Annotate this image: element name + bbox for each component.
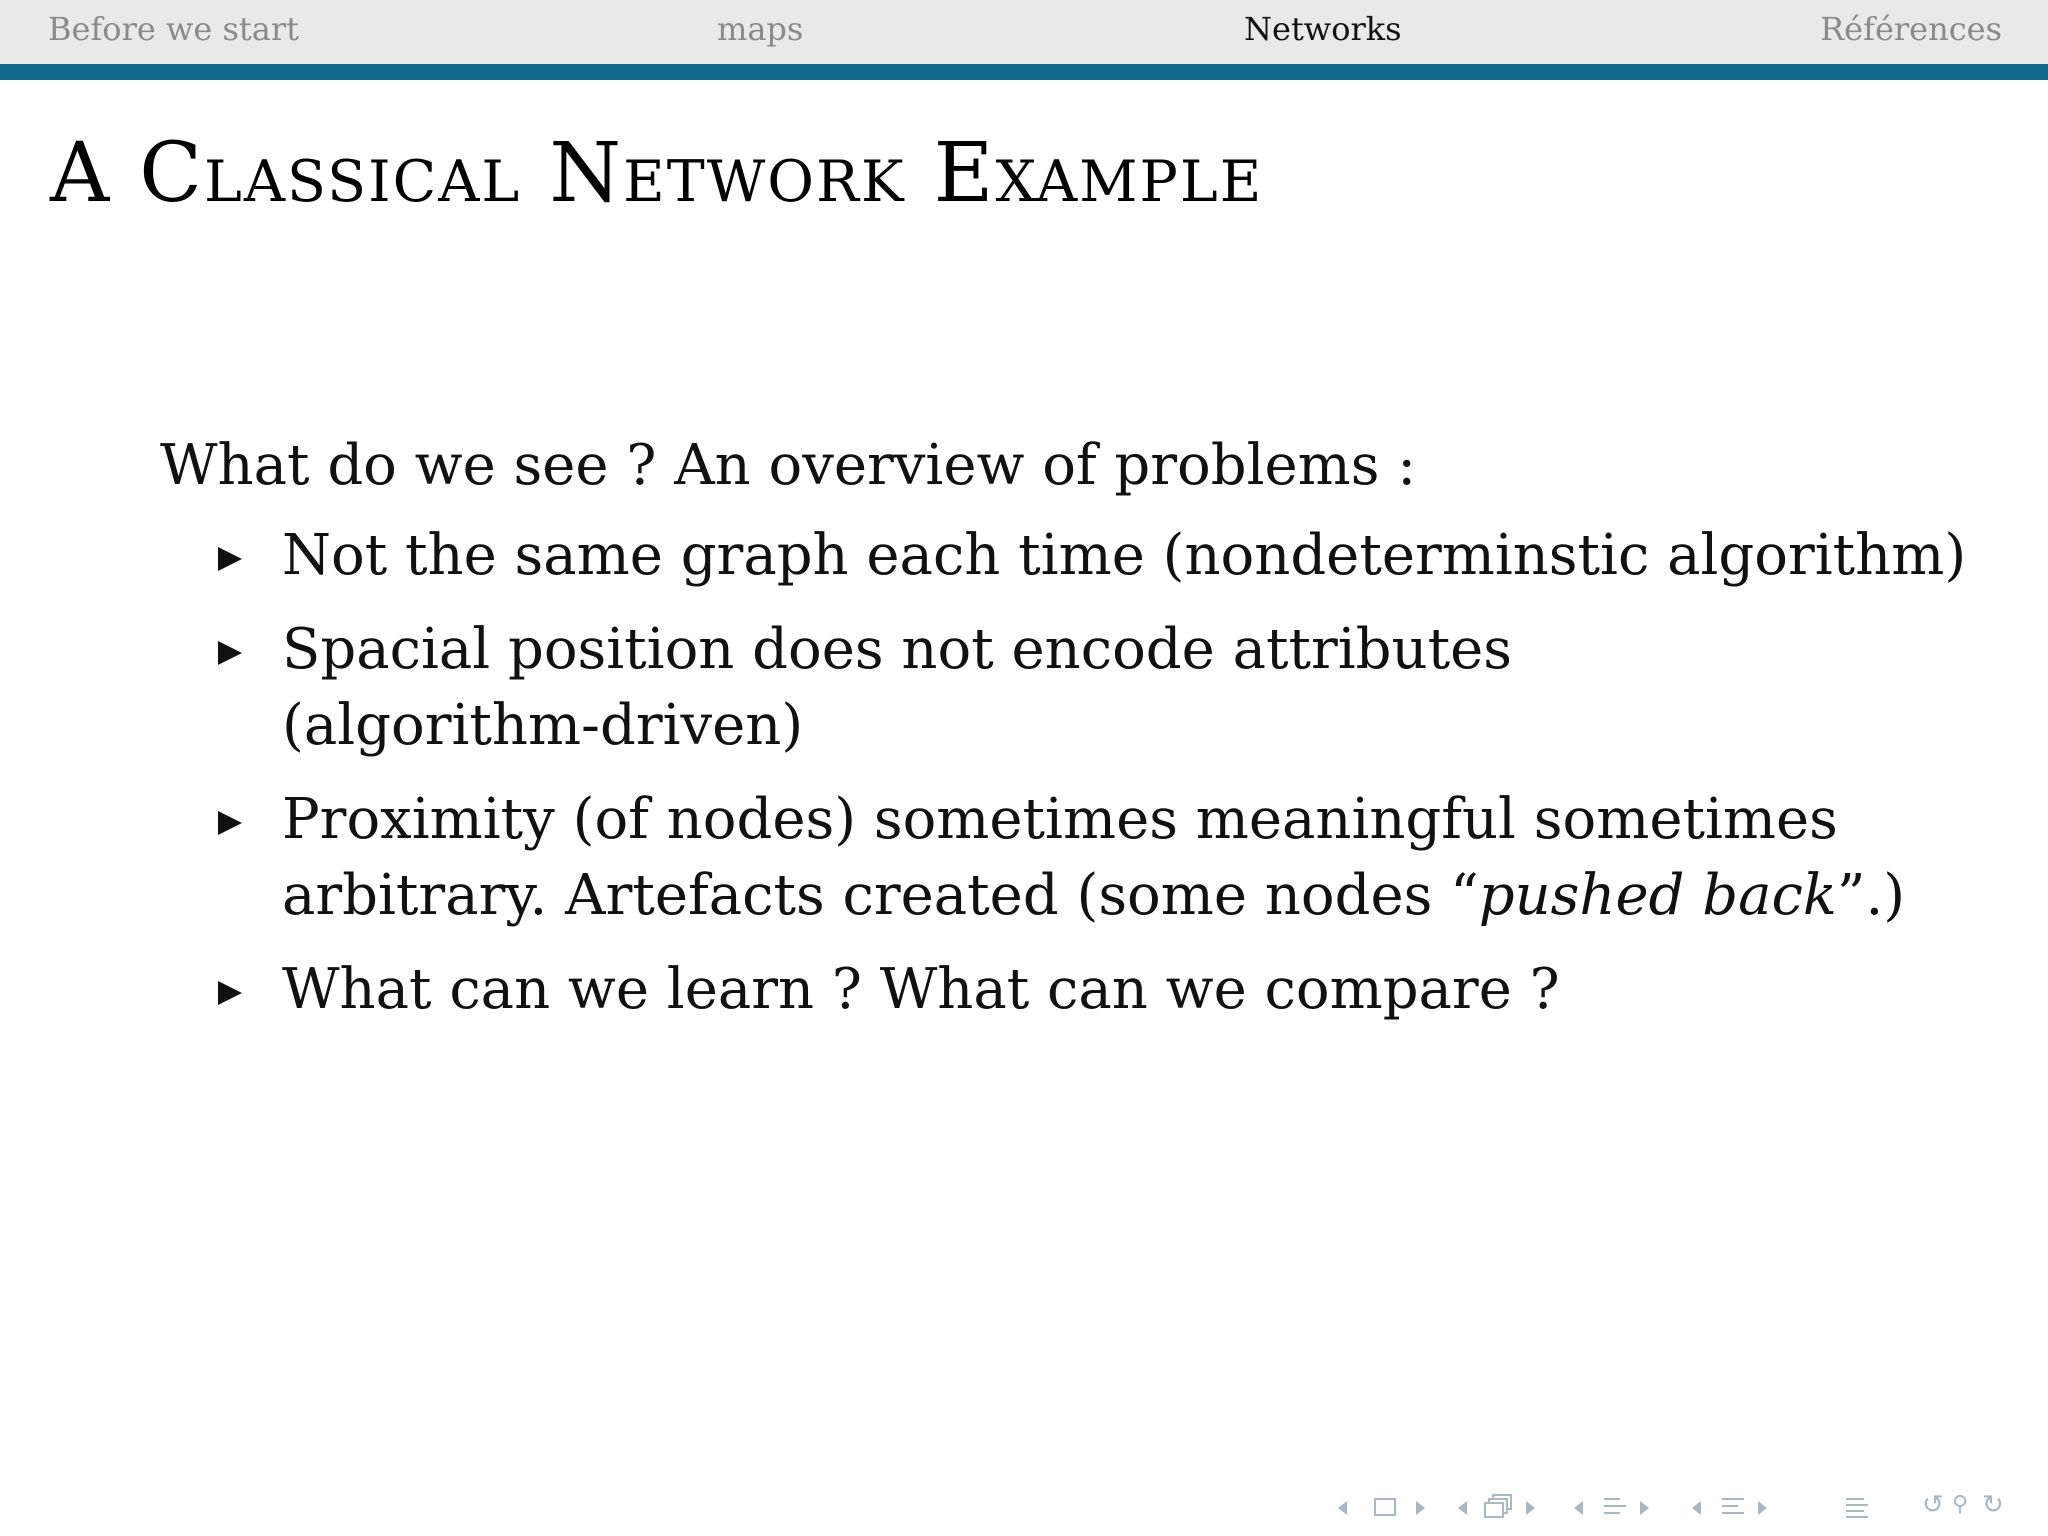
triangle-bullet-icon: [218, 981, 242, 1005]
search-icon[interactable]: ⚲: [1952, 1492, 1969, 1517]
bullet-item: [160, 952, 1950, 1028]
bullet-item: [160, 612, 1950, 764]
header-rule: [0, 64, 2048, 80]
navigation-symbols: [1338, 1488, 2038, 1524]
subsection-nav-icon[interactable]: [1574, 1488, 1656, 1524]
bullet-text: Not the same graph each time (nondeterminstic algorithm): [282, 523, 1967, 588]
triangle-bullet-icon: [218, 811, 242, 835]
nav-maps[interactable]: maps: [717, 10, 804, 48]
slide-nav-icon[interactable]: [1338, 1488, 1432, 1524]
bullet-text-part: ”.): [1836, 863, 1906, 928]
nav-networks[interactable]: Networks: [1244, 10, 1402, 48]
section-nav-icon[interactable]: [1692, 1488, 1774, 1524]
back-icon[interactable]: ↺: [1922, 1490, 1944, 1520]
forward-icon[interactable]: ↻: [1982, 1490, 2004, 1520]
bullet-text: [282, 858, 1950, 934]
bullet-item: [160, 518, 1967, 594]
section-navbar: [0, 0, 2048, 64]
bullet-text: What can we learn ? What can we compare ?: [282, 957, 1560, 1022]
bullet-text: Proximity (of nodes) sometimes meaningful sometimes: [282, 787, 1838, 852]
slide-title: A Classical Network Example: [50, 126, 1264, 221]
bullet-list: [160, 518, 1967, 1028]
bullet-item: [160, 782, 1950, 934]
bullet-text: Spacial position does not encode attributes: [282, 617, 1512, 682]
slide-content: [160, 428, 1967, 1046]
triangle-bullet-icon: [218, 641, 242, 665]
frame-nav-icon[interactable]: [1458, 1488, 1544, 1524]
nav-before-we-start[interactable]: Before we start: [48, 10, 299, 48]
emphasis-text: pushed back: [1478, 863, 1837, 928]
intro-text: What do we see ? An overview of problems :: [160, 433, 1417, 498]
bullet-text: (algorithm-driven): [282, 693, 804, 758]
triangle-bullet-icon: [218, 547, 242, 571]
toc-icon[interactable]: [1846, 1488, 1872, 1524]
nav-references[interactable]: Références: [1820, 10, 2002, 48]
bullet-text-part: arbitrary. Artefacts created (some nodes “: [282, 863, 1479, 928]
